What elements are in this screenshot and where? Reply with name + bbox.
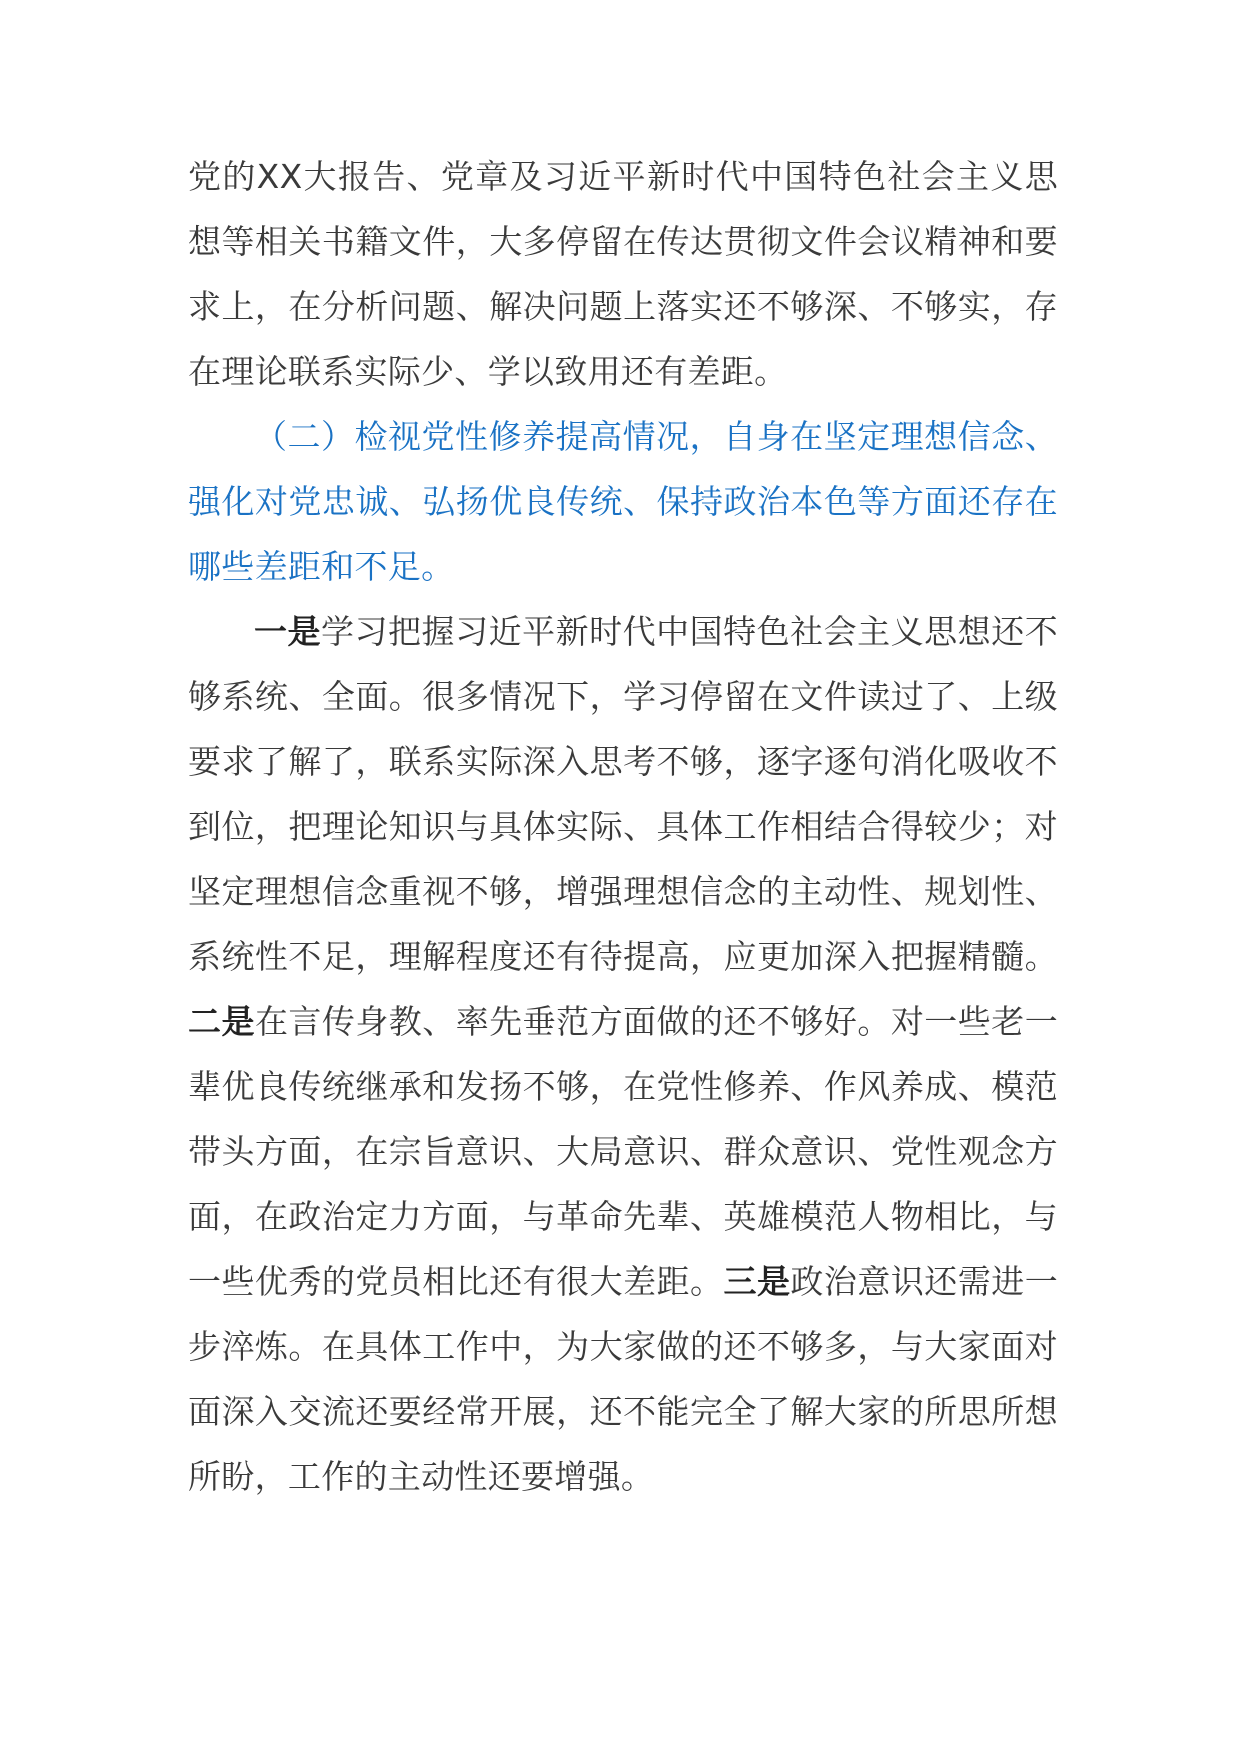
point-three-keyword: 三是 bbox=[723, 1262, 791, 1301]
continuation-paragraph: 党的XX大报告、党章及习近平新时代中国特色社会主义思想等相关书籍文件，大多停留在传达贯彻文件会议精神和要求上，在分析问题、解决问题上落实还不够深、不够实，存在理论联系实际少、学以致用还有差距。 bbox=[188, 157, 1058, 391]
body-paragraph bbox=[188, 599, 1058, 1509]
point-two-text: 在言传身教、率先垂范方面做的还不够好。对一些老一辈优良传统继承和发扬不够，在党性修养、作风养成、模范带头方面，在宗旨意识、大局意识、群众意识、党性观念方面，在政治定力方面，与革命先辈、英雄模范人物相比，与一些优秀的党员相比还有很大差距。 bbox=[188, 1002, 1058, 1301]
point-two-keyword: 二是 bbox=[188, 1002, 255, 1041]
section-heading: （二）检视党性修养提高情况，自身在坚定理想信念、强化对党忠诚、弘扬优良传统、保持政治本色等方面还存在哪些差距和不足。 bbox=[188, 417, 1058, 586]
point-one-keyword: 一是 bbox=[254, 612, 322, 651]
point-one-text: 学习把握习近平新时代中国特色社会主义思想还不够系统、全面。很多情况下，学习停留在文件读过了、上级要求了解了，联系实际深入思考不够，逐字逐句消化吸收不到位，把理论知识与具体实际、具体工作相结合得较少；对坚定理想信念重视不够，增强理想信念的主动性、规划性、系统性不足，理解程度还有待提高，应更加深入把握精髓。 bbox=[188, 612, 1058, 976]
point-three-text: 政治意识还需进一步淬炼。在具体工作中，为大家做的还不够多，与大家面对面深入交流还要经常开展，还不能完全了解大家的所思所想所盼，工作的主动性还要增强。 bbox=[188, 1262, 1058, 1496]
document-body bbox=[188, 144, 1058, 1509]
